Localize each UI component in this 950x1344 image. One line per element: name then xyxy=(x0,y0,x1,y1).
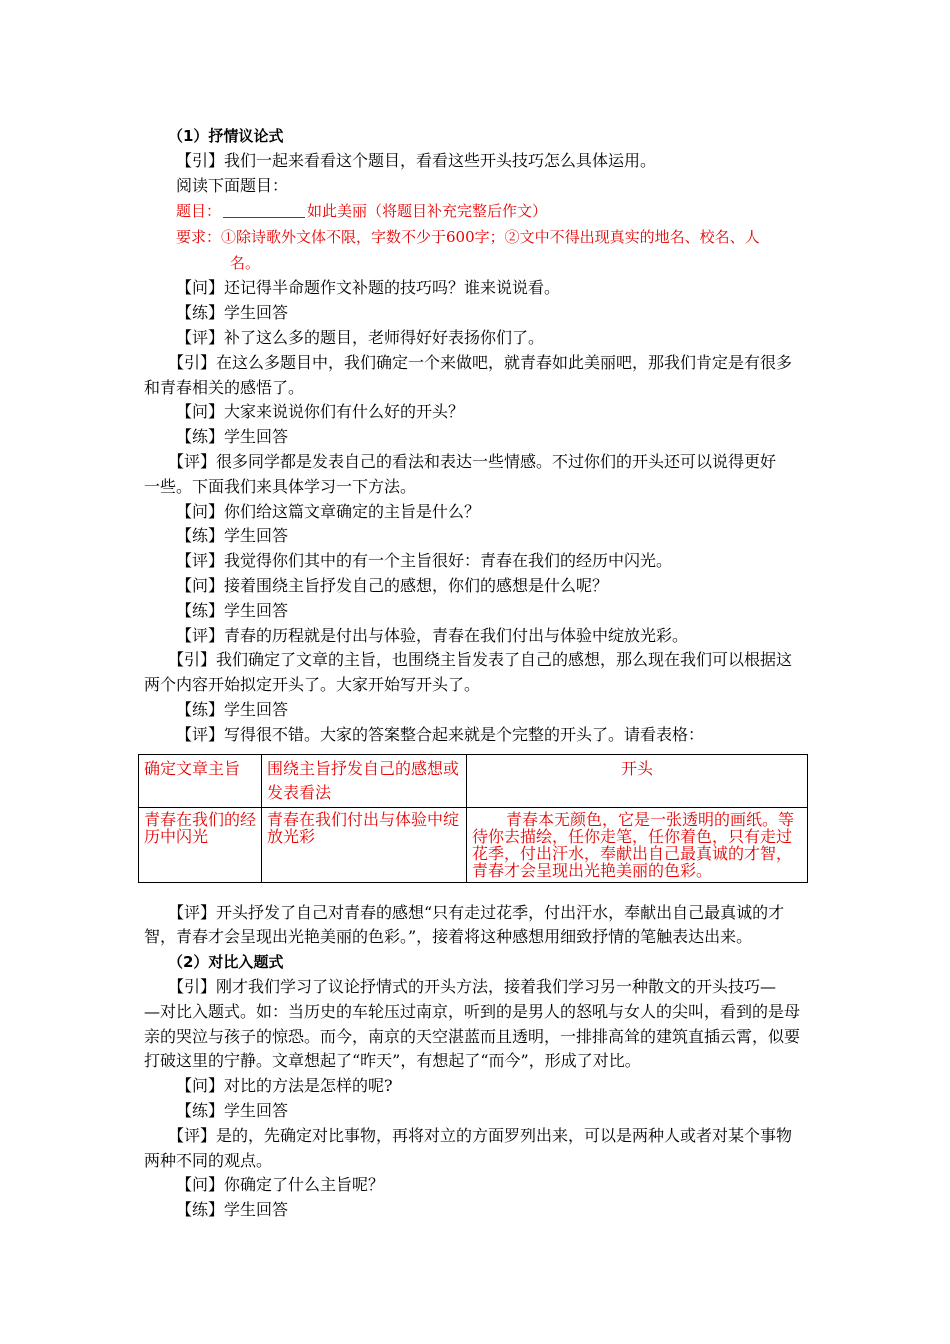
qa-line: 【练】学生回答 xyxy=(176,600,289,620)
qa-line: 【评】写得很不错。大家的答案整合起来就是个完整的开头了。请看表格： xyxy=(176,724,705,744)
paragraph-line: 两个内容开始拟定开头了。大家开始写开头了。 xyxy=(144,675,481,695)
paragraph-line: 亲的哭泣与孩子的惊恐。而今，南京的天空湛蓝而且透明，一排排高耸的建筑直插云霄，似要 xyxy=(144,1026,801,1046)
paragraph-line: 【引】在这么多题目中，我们确定一个来做吧，就青春如此美丽吧，那我们肯定是有很多 xyxy=(168,352,793,372)
qa-line: 【问】大家来说说你们有什么好的开头？ xyxy=(176,402,465,422)
opening-table xyxy=(138,754,808,883)
table-header-cell: 开头 xyxy=(467,754,808,807)
paragraph-line: 两种不同的观点。 xyxy=(144,1150,273,1170)
qa-line: 【练】学生回答 xyxy=(176,699,289,719)
topic-prefix: 题目： xyxy=(176,202,222,221)
table-cell: 青春在我们付出与体验中绽放光彩 xyxy=(262,807,467,882)
requirement-line: 要求：①除诗歌外文体不限，字数不少于600字；②文中不得出现真实的地名、校名、人 xyxy=(176,228,760,247)
qa-line: 【练】学生回答 xyxy=(176,526,289,546)
qa-line: 【评】我觉得你们其中的有一个主旨很好：青春在我们的经历中闪光。 xyxy=(176,551,673,571)
qa-line: 【问】还记得半命题作文补题的技巧吗？谁来说说看。 xyxy=(176,278,561,298)
qa-line: 【评】补了这么多的题目，老师得好好表扬你们了。 xyxy=(176,327,545,347)
requirement-line-cont: 名。 xyxy=(230,254,261,273)
table-header-cell: 确定文章主旨 xyxy=(139,754,262,807)
table-header-cell: 围绕主旨抒发自己的感想或发表看法 xyxy=(262,754,467,807)
paragraph-line: 智，青春才会呈现出光艳美丽的色彩。”，接着将这种感想用细致抒情的笔触表达出来。 xyxy=(144,927,753,947)
qa-line: 【问】你们给这篇文章确定的主旨是什么？ xyxy=(176,501,481,521)
table-cell: 青春本无颜色，它是一张透明的画纸。等待你去描绘，任你走笔，任你着色，只有走过花季，付出汗水，奉献出自己最真诚的才智，青春才会呈现出光艳美丽的色彩。 xyxy=(467,807,808,882)
qa-line: 【练】学生回答 xyxy=(176,1200,289,1220)
paragraph-line: 【评】是的，先确定对比事物，再将对立的方面罗列出来，可以是两种人或者对某个事物 xyxy=(168,1125,793,1145)
paragraph-line: 【评】开头抒发了自己对青春的感想“只有走过花季，付出汗水，奉献出自己最真诚的才 xyxy=(168,902,785,922)
paragraph-line: 【引】我们确定了文章的主旨，也围绕主旨发表了自己的感想，那么现在我们可以根据这 xyxy=(168,650,793,670)
qa-line: 【练】学生回答 xyxy=(176,427,289,447)
document-body xyxy=(144,124,808,1223)
section2-heading: （2）对比入题式 xyxy=(168,953,284,972)
paragraph-line: 【引】刚才我们学习了议论抒情式的开头方法，接着我们学习另一种散文的开头技巧— xyxy=(168,976,777,996)
qa-line: 【问】接着围绕主旨抒发自己的感想，你们的感想是什么呢？ xyxy=(176,575,609,595)
qa-line: 【评】青春的历程就是付出与体验，青春在我们付出与体验中绽放光彩。 xyxy=(176,625,689,645)
paragraph-line: 一些。下面我们来具体学习一下方法。 xyxy=(144,476,417,496)
table-header-row xyxy=(139,754,808,807)
qa-line: 【问】你确定了什么主旨呢？ xyxy=(176,1175,385,1195)
table-row xyxy=(139,807,808,882)
text-line: 【引】我们一起来看看这个题目，看看这些开头技巧怎么具体运用。 xyxy=(176,150,657,170)
topic-line xyxy=(144,198,808,224)
table-cell: 青春在我们的经历中闪光 xyxy=(139,807,262,882)
topic-suffix: 如此美丽（将题目补充完整后作文） xyxy=(307,202,548,221)
topic-blank xyxy=(223,201,305,218)
paragraph-line: 和青春相关的感悟了。 xyxy=(144,377,305,397)
qa-line: 【问】对比的方法是怎样的呢? xyxy=(176,1076,393,1096)
paragraph-line: 打破这里的宁静。文章想起了“昨天”，有想起了“而今”，形成了对比。 xyxy=(144,1051,641,1071)
qa-line: 【练】学生回答 xyxy=(176,1100,289,1120)
paragraph-line: —对比入题式。如：当历史的车轮压过南京，听到的是男人的怒吼与女人的尖叫，看到的是母 xyxy=(144,1001,801,1021)
section1-heading: （1）抒情议论式 xyxy=(168,127,284,145)
text-line: 阅读下面题目： xyxy=(176,175,289,195)
qa-line: 【练】学生回答 xyxy=(176,303,289,323)
paragraph-line: 【评】很多同学都是发表自己的看法和表达一些情感。不过你们的开头还可以说得更好 xyxy=(168,451,777,471)
